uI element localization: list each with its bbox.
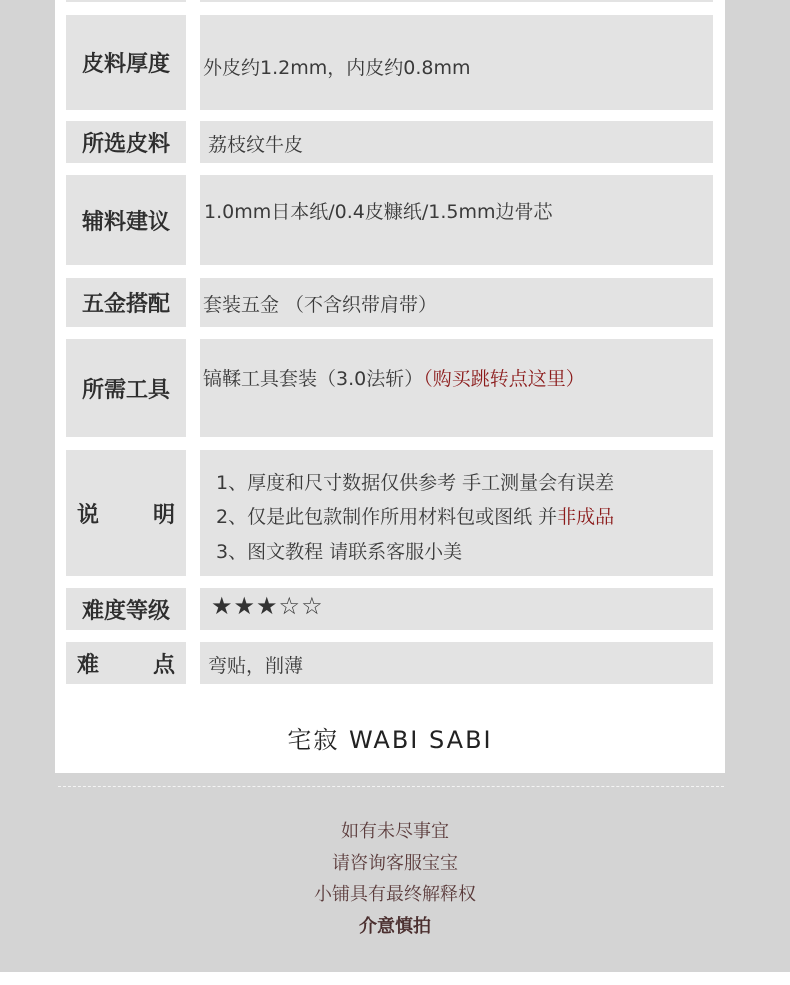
tools-kit-name: 镐鞣工具套装（3.0法斩） [203, 368, 424, 390]
buy-link[interactable]: （购买跳转点这里） [423, 368, 585, 390]
value-leather-thickness [200, 15, 713, 110]
spec-card [55, 0, 725, 773]
leather-thickness-text: 外皮约1.2mm，内皮约0.8mm [203, 57, 471, 79]
not-finished-product-text: 非成品 [557, 506, 615, 528]
label-hardware: 五金搭配 [66, 278, 186, 327]
row-value-cut [200, 0, 713, 2]
footer-line-2: 请咨询客服宝宝 [332, 853, 458, 874]
leather-type-text: 荔枝纹牛皮 [208, 134, 304, 156]
footer-line-1: 如有未尽事宜 [341, 821, 449, 842]
value-difficulty [200, 588, 713, 630]
footer-line-4: 介意慎拍 [359, 916, 431, 937]
value-accessories [200, 175, 713, 265]
label-tools: 所需工具 [66, 339, 186, 437]
value-difficult-points [200, 642, 713, 684]
label-leather-type: 所选皮料 [66, 121, 186, 163]
tools-text [203, 364, 585, 391]
difficulty-stars: ★★★☆☆ [211, 592, 324, 620]
row-label-cut [66, 0, 186, 2]
note-item-2-text: 2、仅是此包款制作所用材料包或图纸 并 [216, 506, 558, 528]
value-hardware [200, 278, 713, 327]
brand-logo-text: 宅寂 WABI SABI [287, 726, 493, 754]
dashed-divider [58, 786, 724, 787]
label-notes-char-1: 说 [77, 502, 100, 528]
value-notes [200, 450, 713, 576]
label-notes-char-2: 明 [152, 502, 175, 528]
label-difficult-char-1: 难 [77, 652, 100, 678]
hardware-text: 套装五金 （不含织带肩带） [203, 294, 438, 316]
footer-line-3: 小铺具有最终解释权 [314, 884, 476, 905]
note-item-2 [216, 502, 614, 529]
label-difficult-points [66, 642, 186, 684]
accessories-text: 1.0mm日本纸/0.4皮糠纸/1.5mm边骨芯 [204, 201, 553, 223]
label-notes [66, 450, 186, 576]
label-leather-thickness: 皮料厚度 [66, 15, 186, 110]
value-tools [200, 339, 713, 437]
value-leather-type [200, 121, 713, 163]
bottom-strip [0, 972, 790, 985]
label-difficulty: 难度等级 [66, 588, 186, 630]
note-item-1: 1、厚度和尺寸数据仅供参考 手工测量会有误差 [216, 472, 615, 494]
label-difficult-char-2: 点 [152, 652, 175, 678]
note-item-3: 3、图文教程 请联系客服小美 [216, 541, 463, 563]
difficult-points-text: 弯贴，削薄 [208, 655, 304, 677]
label-accessories: 辅料建议 [66, 175, 186, 265]
